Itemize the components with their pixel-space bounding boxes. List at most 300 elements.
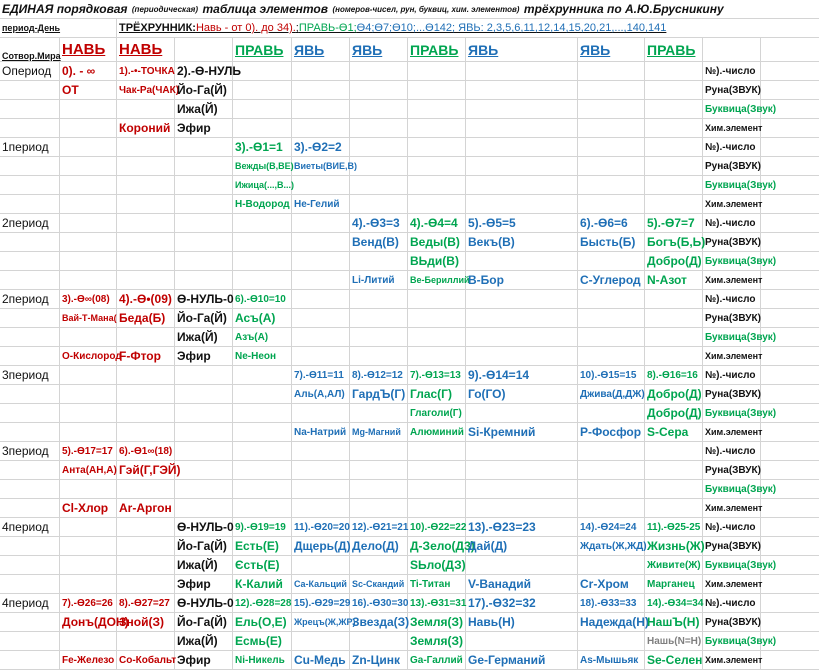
table-cell[interactable]: 0). - ∞ xyxy=(60,62,117,81)
table-cell-empty[interactable] xyxy=(466,252,578,271)
table-cell[interactable]: 2период xyxy=(0,214,60,233)
table-cell[interactable]: Хим.элемент xyxy=(703,575,761,594)
table-cell[interactable]: НашЪ(Н) xyxy=(645,613,703,632)
header-prav-3[interactable]: ПРАВЬ xyxy=(645,38,703,62)
table-cell-empty[interactable] xyxy=(60,100,117,119)
table-cell[interactable]: Веды(В) xyxy=(408,233,466,252)
table-cell-empty[interactable] xyxy=(408,480,466,499)
table-cell-empty[interactable] xyxy=(578,499,645,518)
table-cell-empty[interactable] xyxy=(117,518,175,537)
table-cell[interactable]: 10).-Ө15=15 xyxy=(578,366,645,385)
table-cell-empty[interactable] xyxy=(761,632,819,651)
table-cell[interactable]: Руна(ЗВУК) xyxy=(703,309,761,328)
table-cell-empty[interactable] xyxy=(175,385,233,404)
table-cell[interactable]: Йо-Га(Й) xyxy=(175,613,233,632)
table-cell-empty[interactable] xyxy=(466,480,578,499)
table-cell-empty[interactable] xyxy=(175,214,233,233)
table-cell-empty[interactable] xyxy=(578,195,645,214)
table-cell-empty[interactable] xyxy=(466,195,578,214)
table-cell-empty[interactable] xyxy=(117,100,175,119)
table-cell-empty[interactable] xyxy=(233,62,292,81)
table-cell[interactable]: Дай(Д) xyxy=(466,537,578,556)
table-cell-empty[interactable] xyxy=(578,176,645,195)
table-cell[interactable]: Хим.элемент xyxy=(703,651,761,670)
table-cell[interactable]: Руна(ЗВУК) xyxy=(703,81,761,100)
table-cell-empty[interactable] xyxy=(60,423,117,442)
table-cell-empty[interactable] xyxy=(645,176,703,195)
table-cell-empty[interactable] xyxy=(175,499,233,518)
table-cell-empty[interactable] xyxy=(645,290,703,309)
table-cell-empty[interactable] xyxy=(466,138,578,157)
table-cell-empty[interactable] xyxy=(233,385,292,404)
table-cell-empty[interactable] xyxy=(408,157,466,176)
table-cell[interactable]: 4период xyxy=(0,594,60,613)
table-cell-empty[interactable] xyxy=(233,214,292,233)
table-cell[interactable]: ОТ xyxy=(60,81,117,100)
table-cell[interactable]: Mg-Магний xyxy=(350,423,408,442)
table-cell-empty[interactable] xyxy=(60,328,117,347)
table-cell[interactable]: Li-Литий xyxy=(350,271,408,290)
table-cell-empty[interactable] xyxy=(292,556,350,575)
table-cell[interactable]: Джива(Д,ДЖ) xyxy=(578,385,645,404)
table-cell[interactable]: Анта(АН,А) xyxy=(60,461,117,480)
table-cell-empty[interactable] xyxy=(466,556,578,575)
table-cell-empty[interactable] xyxy=(645,62,703,81)
table-cell[interactable]: Буквица(Звук) xyxy=(703,252,761,271)
table-cell[interactable]: Асъ(А) xyxy=(233,309,292,328)
table-cell-empty[interactable] xyxy=(408,442,466,461)
table-cell-empty[interactable] xyxy=(292,347,350,366)
table-cell-empty[interactable] xyxy=(578,290,645,309)
table-cell[interactable]: Йо-Га(Й) xyxy=(175,81,233,100)
table-cell-empty[interactable] xyxy=(645,442,703,461)
table-cell-empty[interactable] xyxy=(117,404,175,423)
table-cell[interactable]: Ель(О,Е) xyxy=(233,613,292,632)
period-day-label[interactable]: период-День xyxy=(0,19,117,38)
table-cell-empty[interactable] xyxy=(578,328,645,347)
table-cell-empty[interactable] xyxy=(466,290,578,309)
table-cell[interactable]: Венд(В) xyxy=(350,233,408,252)
table-cell-empty[interactable] xyxy=(466,157,578,176)
table-cell-empty[interactable] xyxy=(175,176,233,195)
table-cell[interactable]: Эфир xyxy=(175,347,233,366)
table-cell-empty[interactable] xyxy=(761,518,819,537)
table-cell[interactable]: As-Мышьяк xyxy=(578,651,645,670)
table-cell[interactable]: Буквица(Звук) xyxy=(703,100,761,119)
table-cell-empty[interactable] xyxy=(350,157,408,176)
table-cell-empty[interactable] xyxy=(117,233,175,252)
table-cell-empty[interactable] xyxy=(350,309,408,328)
table-cell-empty[interactable] xyxy=(117,138,175,157)
table-cell[interactable]: 4).-Ө4=4 xyxy=(408,214,466,233)
table-cell[interactable]: Опериод xyxy=(0,62,60,81)
table-cell-empty[interactable] xyxy=(408,176,466,195)
table-cell[interactable]: Cu-Медь xyxy=(292,651,350,670)
table-cell-empty[interactable] xyxy=(761,480,819,499)
table-cell-empty[interactable] xyxy=(761,556,819,575)
table-cell[interactable]: Виеты(ВИЕ,В) xyxy=(292,157,350,176)
table-cell-empty[interactable] xyxy=(175,252,233,271)
table-cell-empty[interactable] xyxy=(233,233,292,252)
table-cell-empty[interactable] xyxy=(578,252,645,271)
table-cell-empty[interactable] xyxy=(645,480,703,499)
table-cell-empty[interactable] xyxy=(761,138,819,157)
table-cell-empty[interactable] xyxy=(60,195,117,214)
table-cell[interactable]: Sc-Скандий xyxy=(350,575,408,594)
table-cell-empty[interactable] xyxy=(175,195,233,214)
table-cell-empty[interactable] xyxy=(0,423,60,442)
table-cell-empty[interactable] xyxy=(350,499,408,518)
table-cell-empty[interactable] xyxy=(578,480,645,499)
table-cell[interactable]: Руна(ЗВУК) xyxy=(703,613,761,632)
table-cell[interactable]: ВЬди(В) xyxy=(408,252,466,271)
table-cell-empty[interactable] xyxy=(645,309,703,328)
table-cell[interactable]: Чак-Ра(ЧАК) xyxy=(117,81,175,100)
table-title[interactable] xyxy=(0,0,819,19)
table-cell-empty[interactable] xyxy=(117,632,175,651)
table-cell[interactable]: Ижа(Й) xyxy=(175,100,233,119)
table-cell-empty[interactable] xyxy=(60,271,117,290)
table-cell-empty[interactable] xyxy=(175,442,233,461)
table-cell-empty[interactable] xyxy=(761,233,819,252)
table-cell[interactable]: 3период xyxy=(0,442,60,461)
table-cell-empty[interactable] xyxy=(645,138,703,157)
table-cell-empty[interactable] xyxy=(350,100,408,119)
table-cell[interactable]: Хим.элемент xyxy=(703,347,761,366)
table-cell[interactable]: Хим.элемент xyxy=(703,119,761,138)
table-cell-empty[interactable] xyxy=(117,214,175,233)
table-cell[interactable]: P-Фосфор xyxy=(578,423,645,442)
table-cell-empty[interactable] xyxy=(117,176,175,195)
table-cell-empty[interactable] xyxy=(578,100,645,119)
table-cell[interactable]: Алюминий xyxy=(408,423,466,442)
table-cell-empty[interactable] xyxy=(292,62,350,81)
table-cell[interactable]: Эфир xyxy=(175,575,233,594)
table-cell-empty[interactable] xyxy=(233,461,292,480)
table-cell[interactable]: Буквица(Звук) xyxy=(703,404,761,423)
table-cell-empty[interactable] xyxy=(60,366,117,385)
table-cell[interactable]: 6).-Ө10=10 xyxy=(233,290,292,309)
table-cell[interactable]: F-Фтор xyxy=(117,347,175,366)
table-cell-empty[interactable] xyxy=(466,328,578,347)
table-cell-empty[interactable] xyxy=(761,385,819,404)
table-cell[interactable]: Добро(Д) xyxy=(645,404,703,423)
table-cell-empty[interactable] xyxy=(292,328,350,347)
table-cell-empty[interactable] xyxy=(0,613,60,632)
table-cell-empty[interactable] xyxy=(60,176,117,195)
table-cell-empty[interactable] xyxy=(645,157,703,176)
table-cell[interactable]: 11).-Ө25-25 xyxy=(645,518,703,537)
table-cell[interactable]: ГардЪ(Г) xyxy=(350,385,408,404)
table-cell-empty[interactable] xyxy=(408,100,466,119)
table-cell-empty[interactable] xyxy=(408,138,466,157)
table-cell-empty[interactable] xyxy=(350,480,408,499)
table-cell[interactable]: Ar-Аргон xyxy=(117,499,175,518)
table-cell-empty[interactable] xyxy=(466,499,578,518)
table-cell[interactable]: 8).-Ө27=27 xyxy=(117,594,175,613)
table-cell-empty[interactable] xyxy=(292,480,350,499)
table-cell[interactable]: Se-Селен xyxy=(645,651,703,670)
table-cell-empty[interactable] xyxy=(761,651,819,670)
table-cell[interactable]: 12).-Ө28=28 xyxy=(233,594,292,613)
table-cell-empty[interactable] xyxy=(645,195,703,214)
table-cell[interactable]: H-Водород xyxy=(233,195,292,214)
table-cell[interactable]: Нашь(N=Н) xyxy=(645,632,703,651)
table-cell-empty[interactable] xyxy=(60,138,117,157)
table-cell[interactable]: Si-Кремний xyxy=(466,423,578,442)
table-cell-empty[interactable] xyxy=(761,81,819,100)
table-cell-empty[interactable] xyxy=(292,632,350,651)
table-cell-empty[interactable] xyxy=(466,176,578,195)
table-cell-empty[interactable] xyxy=(233,404,292,423)
table-cell-empty[interactable] xyxy=(350,176,408,195)
table-cell[interactable]: V-Ванадий xyxy=(466,575,578,594)
table-cell-empty[interactable] xyxy=(761,119,819,138)
table-cell[interactable]: Богъ(Б,Ь) xyxy=(645,233,703,252)
table-cell-empty[interactable] xyxy=(578,404,645,423)
table-cell[interactable]: Короний xyxy=(117,119,175,138)
table-cell[interactable]: К-Калий xyxy=(233,575,292,594)
header-creation-label[interactable]: Сотвор.Мира xyxy=(0,38,60,62)
table-cell[interactable]: №).-число xyxy=(703,138,761,157)
table-cell-empty[interactable] xyxy=(466,442,578,461)
table-cell-empty[interactable] xyxy=(117,252,175,271)
table-cell[interactable]: Ө-НУЛЬ-0 xyxy=(175,290,233,309)
table-cell[interactable]: №).-число xyxy=(703,366,761,385)
table-cell-empty[interactable] xyxy=(175,423,233,442)
table-cell[interactable]: Вай-Т-Мана( xyxy=(60,309,117,328)
table-cell[interactable]: Хим.элемент xyxy=(703,499,761,518)
table-cell[interactable]: Ga-Галлий xyxy=(408,651,466,670)
table-cell-empty[interactable] xyxy=(761,100,819,119)
table-cell[interactable]: N-Азот xyxy=(645,271,703,290)
table-cell-empty[interactable] xyxy=(0,252,60,271)
table-cell-empty[interactable] xyxy=(117,385,175,404)
table-cell[interactable]: Ижица(...,В...) xyxy=(233,176,292,195)
table-cell[interactable]: 14).-Ө24=24 xyxy=(578,518,645,537)
table-cell-empty[interactable] xyxy=(175,271,233,290)
table-cell-empty[interactable] xyxy=(578,309,645,328)
table-cell-empty[interactable] xyxy=(292,81,350,100)
table-cell-empty[interactable] xyxy=(761,537,819,556)
table-cell-empty[interactable] xyxy=(578,556,645,575)
table-cell-empty[interactable] xyxy=(117,575,175,594)
table-cell[interactable]: Co-Кобальт xyxy=(117,651,175,670)
table-cell-empty[interactable] xyxy=(645,328,703,347)
header-empty[interactable] xyxy=(703,38,761,62)
table-cell-empty[interactable] xyxy=(350,328,408,347)
table-cell-empty[interactable] xyxy=(350,138,408,157)
table-cell-empty[interactable] xyxy=(761,499,819,518)
table-cell-empty[interactable] xyxy=(466,119,578,138)
table-cell-empty[interactable] xyxy=(761,309,819,328)
table-cell-empty[interactable] xyxy=(408,347,466,366)
table-cell[interactable]: Гэй(Г,ГЭЙ) xyxy=(117,461,175,480)
table-cell[interactable]: SЬло(ДЗ) xyxy=(408,556,466,575)
table-cell-empty[interactable] xyxy=(0,271,60,290)
table-cell-empty[interactable] xyxy=(117,366,175,385)
table-cell[interactable]: 2).-Ө-НУЛЬ xyxy=(175,62,233,81)
table-cell[interactable]: Буквица(Звук) xyxy=(703,632,761,651)
table-cell[interactable]: №).-число xyxy=(703,594,761,613)
table-cell[interactable]: Ижа(Й) xyxy=(175,632,233,651)
table-cell-empty[interactable] xyxy=(117,556,175,575)
table-cell-empty[interactable] xyxy=(761,613,819,632)
table-cell[interactable]: Руна(ЗВУК) xyxy=(703,385,761,404)
table-cell-empty[interactable] xyxy=(0,176,60,195)
table-cell[interactable]: Азъ(А) xyxy=(233,328,292,347)
table-cell-empty[interactable] xyxy=(60,385,117,404)
table-cell-empty[interactable] xyxy=(60,480,117,499)
table-cell-empty[interactable] xyxy=(466,347,578,366)
table-cell[interactable]: Надежда(Н) xyxy=(578,613,645,632)
header-yav-3[interactable]: ЯВЬ xyxy=(466,38,578,62)
table-cell-empty[interactable] xyxy=(350,119,408,138)
table-cell[interactable]: B-Бор xyxy=(466,271,578,290)
table-cell[interactable]: Буквица(Звук) xyxy=(703,556,761,575)
table-cell-empty[interactable] xyxy=(578,632,645,651)
table-cell-empty[interactable] xyxy=(761,176,819,195)
table-cell[interactable]: Ti-Титан xyxy=(408,575,466,594)
table-cell-empty[interactable] xyxy=(761,157,819,176)
header-prav-2[interactable]: ПРАВЬ xyxy=(408,38,466,62)
table-cell[interactable]: №).-число xyxy=(703,442,761,461)
table-cell-empty[interactable] xyxy=(466,309,578,328)
table-cell-empty[interactable] xyxy=(350,62,408,81)
table-cell-empty[interactable] xyxy=(0,385,60,404)
table-cell[interactable]: 9).-Ө19=19 xyxy=(233,518,292,537)
table-cell[interactable]: №).-число xyxy=(703,214,761,233)
table-cell[interactable]: №).-число xyxy=(703,62,761,81)
table-cell[interactable]: O-Кислород xyxy=(60,347,117,366)
table-cell[interactable]: Руна(ЗВУК) xyxy=(703,157,761,176)
table-cell[interactable]: 10).-Ө22=22 xyxy=(408,518,466,537)
table-cell-empty[interactable] xyxy=(292,290,350,309)
table-cell[interactable]: Эфир xyxy=(175,119,233,138)
trirunnik-description[interactable] xyxy=(117,19,819,38)
table-cell-empty[interactable] xyxy=(0,119,60,138)
table-cell[interactable]: 4период xyxy=(0,518,60,537)
table-cell[interactable]: 5).-Ө7=7 xyxy=(645,214,703,233)
table-cell-empty[interactable] xyxy=(645,81,703,100)
table-cell-empty[interactable] xyxy=(117,480,175,499)
table-cell-empty[interactable] xyxy=(60,556,117,575)
table-cell-empty[interactable] xyxy=(466,62,578,81)
table-cell[interactable]: 4).-Ө3=3 xyxy=(350,214,408,233)
table-cell-empty[interactable] xyxy=(761,271,819,290)
table-cell-empty[interactable] xyxy=(233,366,292,385)
table-cell[interactable]: 12).-Ө21=21 xyxy=(350,518,408,537)
table-cell-empty[interactable] xyxy=(645,499,703,518)
table-cell[interactable]: Навь(Н) xyxy=(466,613,578,632)
table-cell[interactable]: Буквица(Звук) xyxy=(703,480,761,499)
table-cell-empty[interactable] xyxy=(60,575,117,594)
table-cell[interactable]: Ni-Никель xyxy=(233,651,292,670)
table-cell-empty[interactable] xyxy=(0,556,60,575)
table-cell[interactable]: 15).-Ө29=29 xyxy=(292,594,350,613)
table-cell-empty[interactable] xyxy=(350,195,408,214)
table-cell[interactable]: 17).-Ө32=32 xyxy=(466,594,578,613)
table-cell-empty[interactable] xyxy=(60,404,117,423)
table-cell-empty[interactable] xyxy=(292,442,350,461)
table-cell-empty[interactable] xyxy=(761,214,819,233)
table-cell[interactable]: Руна(ЗВУК) xyxy=(703,537,761,556)
table-cell[interactable]: Ne-Неон xyxy=(233,347,292,366)
table-cell-empty[interactable] xyxy=(761,404,819,423)
table-cell-empty[interactable] xyxy=(233,480,292,499)
table-cell-empty[interactable] xyxy=(175,233,233,252)
table-cell[interactable]: Глас(Г) xyxy=(408,385,466,404)
table-cell-empty[interactable] xyxy=(0,100,60,119)
table-cell[interactable]: 7).-Ө13=13 xyxy=(408,366,466,385)
table-cell[interactable]: Звезда(З) xyxy=(350,613,408,632)
table-cell-empty[interactable] xyxy=(233,252,292,271)
table-cell-empty[interactable] xyxy=(466,100,578,119)
table-cell-empty[interactable] xyxy=(175,138,233,157)
table-cell-empty[interactable] xyxy=(645,347,703,366)
table-cell[interactable]: Земля(З) xyxy=(408,632,466,651)
table-cell-empty[interactable] xyxy=(578,442,645,461)
table-cell-empty[interactable] xyxy=(0,81,60,100)
table-cell[interactable]: Ижа(Й) xyxy=(175,328,233,347)
table-cell-empty[interactable] xyxy=(117,537,175,556)
table-cell-empty[interactable] xyxy=(175,480,233,499)
table-cell-empty[interactable] xyxy=(0,537,60,556)
table-cell[interactable]: Cr-Хром xyxy=(578,575,645,594)
table-cell-empty[interactable] xyxy=(578,461,645,480)
table-cell[interactable]: 5).-Ө5=5 xyxy=(466,214,578,233)
table-cell-empty[interactable] xyxy=(350,404,408,423)
table-cell-empty[interactable] xyxy=(350,347,408,366)
table-cell-empty[interactable] xyxy=(0,461,60,480)
table-cell-empty[interactable] xyxy=(292,404,350,423)
table-cell-empty[interactable] xyxy=(0,233,60,252)
table-cell-empty[interactable] xyxy=(578,138,645,157)
table-cell[interactable]: Зной(З) xyxy=(117,613,175,632)
table-cell[interactable]: 9).-Ө14=14 xyxy=(466,366,578,385)
table-cell[interactable]: Ижа(Й) xyxy=(175,556,233,575)
table-cell[interactable]: Добро(Д) xyxy=(645,385,703,404)
table-cell[interactable]: C-Углерод xyxy=(578,271,645,290)
table-cell[interactable]: Марганец xyxy=(645,575,703,594)
table-cell-empty[interactable] xyxy=(117,328,175,347)
table-cell-empty[interactable] xyxy=(350,442,408,461)
table-cell-empty[interactable] xyxy=(292,252,350,271)
table-cell[interactable]: Есть(Е) xyxy=(233,537,292,556)
table-cell-empty[interactable] xyxy=(0,347,60,366)
table-cell[interactable]: 6).-Ө1∞(18) xyxy=(117,442,175,461)
table-cell[interactable]: 8).-Ө16=16 xyxy=(645,366,703,385)
table-cell-empty[interactable] xyxy=(0,328,60,347)
header-yav-2[interactable]: ЯВЬ xyxy=(350,38,408,62)
table-cell[interactable]: Бысть(Б) xyxy=(578,233,645,252)
table-cell[interactable]: Добро(Д) xyxy=(645,252,703,271)
table-cell[interactable]: Глаголи(Г) xyxy=(408,404,466,423)
table-cell[interactable]: Аль(А,АЛ) xyxy=(292,385,350,404)
header-prav-1[interactable]: ПРАВЬ xyxy=(233,38,292,62)
table-cell-empty[interactable] xyxy=(408,62,466,81)
table-cell-empty[interactable] xyxy=(117,157,175,176)
table-cell-empty[interactable] xyxy=(578,119,645,138)
table-cell-empty[interactable] xyxy=(645,461,703,480)
table-cell-empty[interactable] xyxy=(350,461,408,480)
table-cell[interactable]: 3).-Ө∞(08) xyxy=(60,290,117,309)
table-cell-empty[interactable] xyxy=(292,499,350,518)
table-cell-empty[interactable] xyxy=(60,214,117,233)
table-cell[interactable]: Жизнь(Ж) xyxy=(645,537,703,556)
table-cell[interactable]: 1).-•-ТОЧКА xyxy=(117,62,175,81)
table-cell-empty[interactable] xyxy=(233,100,292,119)
